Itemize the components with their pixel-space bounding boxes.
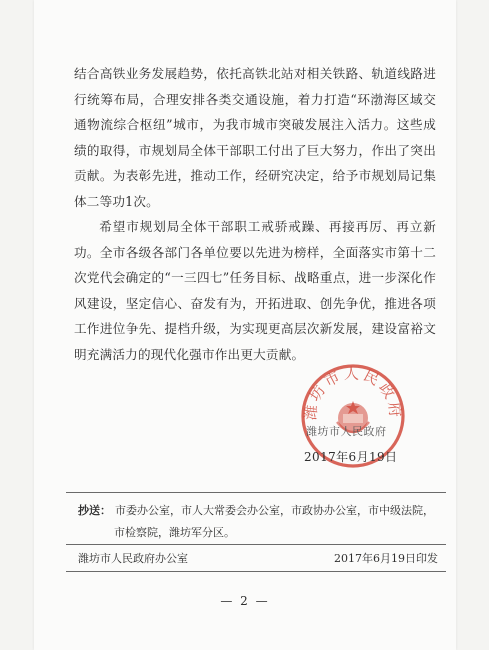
cc-top-rule <box>66 492 446 493</box>
cc-label: 抄送： <box>78 504 111 517</box>
issuer: 潍坊市人民政府办公室 <box>78 552 188 565</box>
document-page <box>34 0 456 650</box>
cc-bottom-rule <box>66 544 446 545</box>
paragraph-1: 结合高铁业务发展趋势，依托高铁北站对相关铁路、轨道线路进行统筹布局，合理安排各类交通设施，着力打造“环渤海区域交通物流综合枢纽”城市，为我市城市突破发展注入活力。这些成绩的取得，市规划局全体干部职工付出了巨大努力，作出了突出贡献。为表彰先进，推动工作，经研究决定，给予市规划局记集体二等功1次。 <box>74 66 436 209</box>
print-date: 2017年6月19日印发 <box>334 552 438 565</box>
body-text <box>74 61 436 367</box>
page-number: — 2 — <box>220 594 270 608</box>
footer-rule <box>66 571 446 572</box>
cc-line-2: 市检察院，潍坊军分区。 <box>114 526 235 539</box>
signature-date: 2017年6月19日 <box>304 450 398 464</box>
paragraph-2: 希望市规划局全体干部职工戒骄戒躁、再接再厉、再立新功。全市各级各部门各单位要以先进为榜样，全面落实市第十二次党代会确定的“一三四七”任务目标、战略重点，进一步深化作风建设，坚定信心、奋发有为，开拓进取、创先争优，推进各项工作进位争先、提档升级，为实现更高层次新发展，建设富裕文明充满活力的现代化强市作出更大贡献。 <box>74 219 436 362</box>
seal-text: 潍坊市人民政府 <box>301 364 405 421</box>
signature-org: 潍坊市人民政府 <box>306 425 387 438</box>
cc-line-1: 市委办公室，市人大常委会办公室，市政协办公室，市中级法院， <box>115 504 434 517</box>
cc-block <box>78 500 438 544</box>
